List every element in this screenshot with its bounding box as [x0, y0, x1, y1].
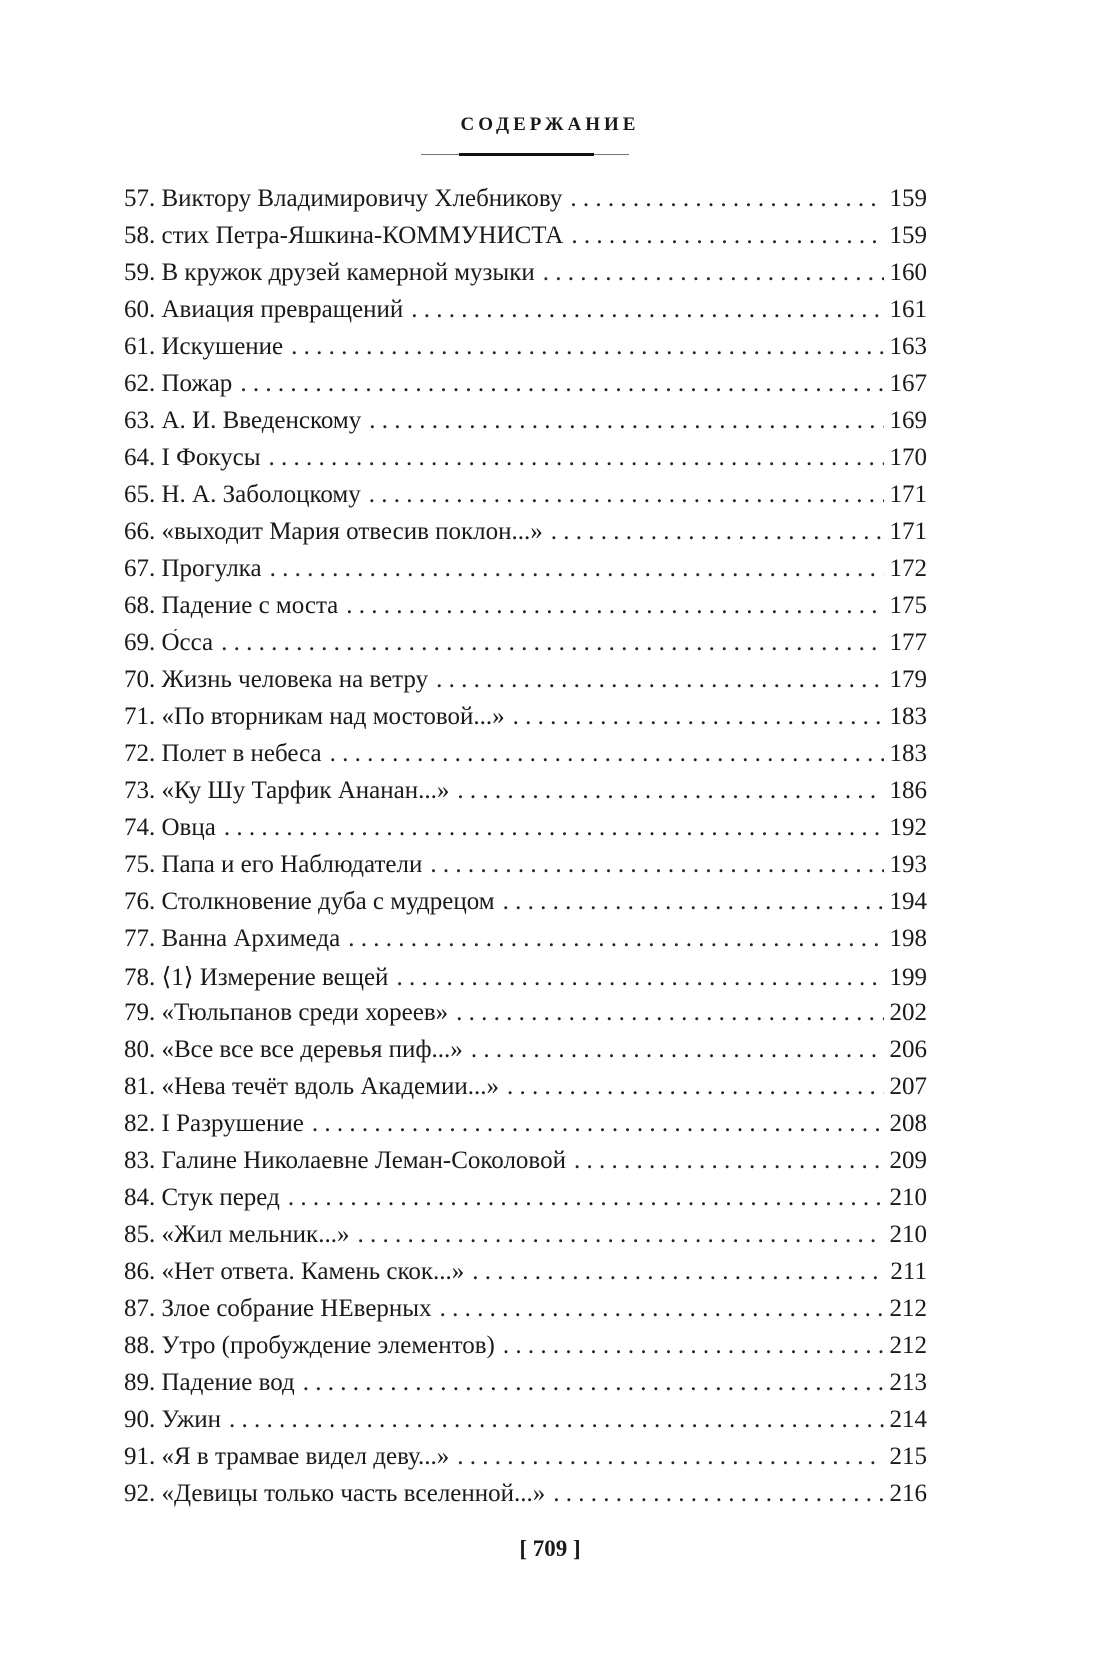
dot-leader [430, 851, 883, 879]
toc-entry-page: 169 [889, 407, 927, 434]
toc-entry-title: 63. А. И. Введенскому [124, 407, 362, 434]
dot-leader [503, 888, 884, 916]
toc-entry [124, 1406, 927, 1443]
table-of-contents [124, 185, 927, 1517]
toc-entry [124, 1221, 927, 1258]
dot-leader [507, 1073, 884, 1101]
toc-entry-page: 198 [889, 925, 927, 952]
toc-entry-title: 85. «Жил мельник...» [124, 1221, 350, 1248]
toc-entry [124, 925, 927, 962]
toc-entry [124, 555, 927, 592]
dot-leader [472, 1258, 884, 1286]
toc-entry-title: 71. «По вторникам над мостовой...» [124, 703, 505, 730]
toc-entry-page: 211 [890, 1258, 927, 1285]
dot-leader [369, 407, 883, 435]
toc-entry-title: 67. Прогулка [124, 555, 262, 582]
toc-entry [124, 1147, 927, 1184]
dot-leader [457, 1443, 883, 1471]
toc-entry-title: 90. Ужин [124, 1406, 222, 1433]
toc-entry-page: 215 [889, 1443, 927, 1470]
toc-entry-page: 161 [889, 296, 927, 323]
toc-entry-title: 62. Пожар [124, 370, 233, 397]
toc-entry [124, 592, 927, 629]
toc-entry [124, 185, 927, 222]
toc-entry [124, 703, 927, 740]
toc-entry-title: 77. Ванна Архимеда [124, 925, 341, 952]
toc-entry-page: 209 [889, 1147, 927, 1174]
toc-entry [124, 1332, 927, 1369]
toc-entry-title: 83. Галине Николаевне Леман-Соколовой [124, 1147, 566, 1174]
dot-leader [369, 481, 884, 509]
toc-entry-title: 64. I Фокусы [124, 444, 261, 471]
toc-entry [124, 370, 927, 407]
toc-entry [124, 740, 927, 777]
title-rule-accent [459, 153, 594, 156]
dot-leader [229, 1406, 883, 1434]
toc-entry-title: 70. Жизнь человека на ветру [124, 666, 429, 693]
toc-entry-page: 210 [889, 1221, 927, 1248]
toc-entry [124, 407, 927, 444]
dot-leader [471, 1036, 884, 1064]
toc-entry-page: 170 [889, 444, 927, 471]
dot-leader [221, 629, 883, 657]
toc-entry [124, 851, 927, 888]
dot-leader [269, 444, 884, 472]
dot-leader [348, 925, 883, 953]
toc-entry-title: 72. Полет в небеса [124, 740, 322, 767]
toc-entry-title: 84. Стук перед [124, 1184, 280, 1211]
dot-leader [396, 964, 883, 992]
toc-entry-page: 171 [889, 481, 927, 508]
dot-leader [330, 740, 884, 768]
dot-leader [436, 666, 883, 694]
toc-entry [124, 296, 927, 333]
toc-entry [124, 259, 927, 296]
toc-entry [124, 1295, 927, 1332]
toc-entry-page: 207 [889, 1073, 927, 1100]
toc-entry-title: 61. Искушение [124, 333, 284, 360]
toc-entry [124, 444, 927, 481]
toc-entry [124, 777, 927, 814]
toc-entry-title: 89. Падение вод [124, 1369, 295, 1396]
toc-entry [124, 333, 927, 370]
toc-entry-page: 167 [889, 370, 927, 397]
toc-entry-title: 86. «Нет ответа. Камень скок...» [124, 1258, 465, 1285]
toc-entry [124, 1258, 927, 1295]
toc-entry-page: 212 [889, 1332, 927, 1359]
dot-leader [288, 1184, 884, 1212]
dot-leader [291, 333, 883, 361]
toc-entry [124, 814, 927, 851]
toc-entry [124, 999, 927, 1036]
page-title: СОДЕРЖАНИЕ [460, 114, 640, 135]
toc-entry-page: 206 [889, 1036, 927, 1063]
toc-entry-page: 159 [889, 185, 927, 212]
toc-entry-page: 159 [889, 222, 927, 249]
toc-entry-title: 92. «Девицы только часть вселенной...» [124, 1480, 546, 1507]
toc-entry-title: 88. Утро (пробуждение элементов) [124, 1332, 495, 1359]
dot-leader [312, 1110, 884, 1138]
toc-entry-page: 212 [889, 1295, 927, 1322]
dot-leader [543, 259, 884, 287]
toc-entry-title: 82. I Разрушение [124, 1110, 304, 1137]
toc-entry-title: 57. Виктору Владимировичу Хлебникову [124, 185, 563, 212]
toc-entry-title: 73. «Ку Шу Тарфик Ананан...» [124, 777, 450, 804]
dot-leader [553, 1480, 883, 1508]
toc-entry [124, 629, 927, 666]
toc-entry-page: 175 [889, 592, 927, 619]
toc-entry-page: 194 [889, 888, 927, 915]
toc-entry [124, 1073, 927, 1110]
toc-entry-title: 59. В кружок друзей камерной музыки [124, 259, 535, 286]
dot-leader [456, 999, 883, 1027]
toc-entry-page: 186 [889, 777, 927, 804]
toc-entry-page: 163 [889, 333, 927, 360]
toc-entry-page: 193 [889, 851, 927, 878]
dot-leader [224, 814, 884, 842]
toc-entry-title: 60. Авиация превращений [124, 296, 404, 323]
toc-entry-page: 172 [889, 555, 927, 582]
toc-entry-page: 202 [889, 999, 927, 1026]
toc-entry-page: 183 [889, 703, 927, 730]
toc-entry-title: 87. Злое собрание НЕверных [124, 1295, 432, 1322]
toc-entry-title: 68. Падение с моста [124, 592, 339, 619]
toc-entry [124, 481, 927, 518]
page-number: [ 709 ] [519, 1536, 581, 1561]
dot-leader [440, 1295, 884, 1323]
toc-entry [124, 1443, 927, 1480]
toc-entry-title: 75. Папа и его Наблюдатели [124, 851, 423, 878]
toc-entry-page: 177 [889, 629, 927, 656]
dot-leader [574, 1147, 884, 1175]
toc-entry-title: 80. «Все все все деревья пиф...» [124, 1036, 463, 1063]
toc-entry-page: 216 [889, 1480, 927, 1507]
toc-entry-title: 79. «Тюльпанов среди хореев» [124, 999, 449, 1026]
toc-entry-title: 78. ⟨1⟩ Измерение вещей [124, 964, 389, 991]
dot-leader [270, 555, 884, 583]
toc-entry-title: 81. «Нева течёт вдоль Академии...» [124, 1073, 499, 1100]
toc-entry-title: 76. Столкновение дуба с мудрецом [124, 888, 495, 915]
toc-entry [124, 666, 927, 703]
toc-entry [124, 222, 927, 259]
toc-entry [124, 518, 927, 555]
dot-leader [571, 222, 883, 250]
toc-entry-page: 208 [889, 1110, 927, 1137]
dot-leader [240, 370, 883, 398]
toc-entry-title: 65. Н. А. Заболоцкому [124, 481, 361, 508]
dot-leader [303, 1369, 884, 1397]
dot-leader [570, 185, 883, 213]
dot-leader [411, 296, 883, 324]
toc-entry-page: 210 [889, 1184, 927, 1211]
toc-entry [124, 962, 927, 999]
dot-leader [357, 1221, 883, 1249]
toc-entry-page: 179 [889, 666, 927, 693]
toc-entry [124, 1369, 927, 1406]
dot-leader [457, 777, 883, 805]
toc-entry [124, 1036, 927, 1073]
dot-leader [513, 703, 884, 731]
dot-leader [503, 1332, 884, 1360]
toc-entry-title: 66. «выходит Мария отвесив поклон...» [124, 518, 543, 545]
toc-entry-page: 192 [889, 814, 927, 841]
toc-entry-page: 183 [889, 740, 927, 767]
toc-entry-page: 160 [889, 259, 927, 286]
toc-entry [124, 1480, 927, 1517]
toc-entry-page: 171 [889, 518, 927, 545]
dot-leader [551, 518, 884, 546]
dot-leader [346, 592, 883, 620]
toc-entry-page: 199 [889, 964, 927, 991]
toc-entry-title: 58. стих Петра-Яшкина-КОММУНИСТА [124, 222, 564, 249]
toc-entry [124, 1184, 927, 1221]
toc-entry [124, 1110, 927, 1147]
toc-entry-title: 69. О́сса [124, 629, 214, 656]
toc-entry-page: 214 [889, 1406, 927, 1433]
toc-entry-page: 213 [889, 1369, 927, 1396]
toc-entry-title: 91. «Я в трамвае видел деву...» [124, 1443, 450, 1470]
toc-entry [124, 888, 927, 925]
toc-entry-title: 74. Овца [124, 814, 216, 841]
